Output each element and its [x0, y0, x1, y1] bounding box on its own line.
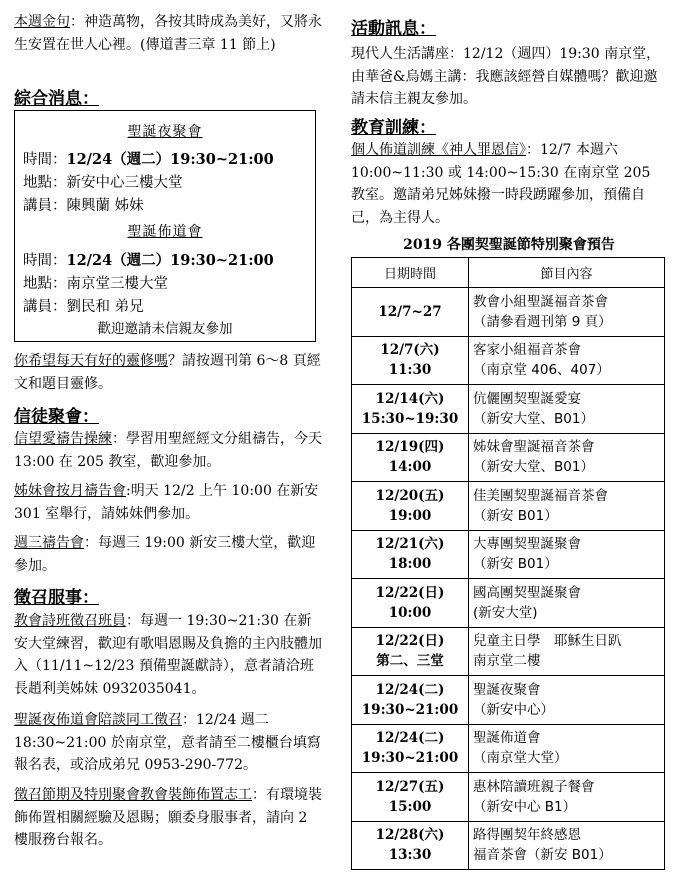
schedule-program-cell — [469, 773, 665, 822]
training-heading: 教育訓練： — [351, 118, 436, 138]
schedule-location: （新安中心） — [473, 701, 554, 718]
schedule-program-cell — [469, 579, 665, 628]
schedule-location: （南京堂大堂） — [473, 750, 568, 767]
schedule-date-cell — [352, 724, 469, 773]
schedule-location: （南京堂 406、407） — [473, 362, 610, 379]
recruit-item-text: ：12/24 週二 18:30~21:00 於南京堂，意者請至二樓櫃台填寫報名表，或洽成弟兄 0953-290-772。 — [14, 712, 321, 773]
schedule-location: （新安 B01） — [473, 556, 558, 573]
event1-title: 聖誕夜聚會 — [127, 124, 203, 140]
schedule-table — [351, 257, 665, 870]
table-row — [352, 627, 665, 676]
schedule-program: 惠林陪讀班親子餐會 — [473, 778, 595, 795]
believers-heading: 信徒聚會： — [14, 407, 99, 427]
event1-speaker: 講員：陳興蘭 姊妹 — [23, 198, 144, 214]
christmas-events-box — [14, 110, 316, 342]
table-row — [352, 385, 665, 434]
believers-item-label: 姊妹會按月禱告會 — [14, 483, 126, 499]
schedule-date-cell — [352, 773, 469, 822]
schedule-time: 第二、三堂 — [376, 653, 444, 670]
schedule-time: 11:30 — [388, 362, 432, 379]
schedule-location: （新安 B01） — [473, 507, 558, 524]
schedule-date: 12/21(六) — [375, 536, 445, 553]
table-row — [352, 288, 665, 337]
schedule-date-cell — [352, 288, 469, 337]
schedule-time: 13:30 — [388, 847, 432, 864]
event2-time: 時間：12/24（週二）19:30~21:00 — [23, 252, 274, 269]
schedule-date-cell — [352, 579, 469, 628]
schedule-date: 12/24(二) — [375, 681, 445, 698]
believers-item-text: ：學習用聖經經文分組禱告，今天 13:00 在 205 教室，歡迎參加。 — [14, 431, 322, 470]
table-row — [352, 530, 665, 579]
recruit-item — [14, 709, 324, 777]
recruit-item — [14, 610, 324, 700]
event1-place: 地點：新安中心三樓大堂 — [23, 175, 183, 191]
recruit-item-text: ：每週一 19:30~21:30 在新安大堂練習，歡迎有歌唱恩賜及負擔的主內肢體加入（11/11~12/23 預備聖誕獻詩），意者請洽班長趙利美姊妹 0932035041。 — [14, 613, 322, 697]
schedule-date-cell — [352, 482, 469, 531]
believers-item-label: 信望愛禱告操練 — [14, 431, 112, 447]
schedule-program: 聖誕夜聚會 — [473, 681, 541, 698]
recruit-item-label: 教會詩班徵召班員 — [14, 613, 126, 629]
training-label: 個人佈道訓練《神人罪恩信》 — [351, 142, 526, 158]
schedule-program: 國高團契聖誕聚會 — [473, 584, 581, 601]
activities-heading: 活動訊息： — [351, 19, 436, 39]
schedule-program: 佳美團契聖誕福音茶會 — [473, 487, 608, 504]
schedule-location: 福音茶會（新安 B01） — [473, 847, 612, 864]
schedule-program: 伉儷團契聖誕愛宴 — [473, 390, 581, 407]
schedule-time: 19:00 — [388, 507, 432, 524]
recruit-heading: 徵召服事： — [14, 588, 99, 608]
schedule-location: （新安中心 B1） — [473, 798, 577, 815]
schedule-program: 聖誕佈道會 — [473, 730, 541, 747]
believers-item-text: ：每週三 19:00 新安三樓大堂，歡迎參加。 — [14, 535, 316, 574]
schedule-location: （請參看週刊第 9 頁） — [473, 313, 612, 330]
schedule-date: 12/22(日) — [375, 584, 445, 601]
schedule-program: 兒童主日學 耶穌生日趴 — [473, 633, 622, 650]
schedule-time: 18:00 — [388, 556, 432, 573]
training-detail: ：12/7 本週六 10:00~11:30 或 14:00~15:30 在南京堂 205 教室。邀請弟兄姊妹撥一時段踴躍參加，預備自己，為主得人。 — [351, 142, 651, 226]
believers-item-text: :明天 12/2 上午 10:00 在新安 301 室舉行，請姊妹們參加。 — [14, 483, 319, 522]
schedule-program: 姊妹會聖誕福音茶會 — [473, 439, 595, 456]
event2-place: 地點：南京堂三樓大堂 — [23, 276, 168, 292]
weekly-verse-text: ：神造萬物，各按其時成為美好，又將永生安置在世人心裡。(傳道書三章 11 節上) — [14, 14, 322, 53]
schedule-program: 教會小組聖誕福音茶會 — [473, 293, 608, 310]
schedule-date: 12/7(六) — [380, 342, 440, 359]
schedule-program-cell — [469, 627, 665, 676]
schedule-date-cell — [352, 433, 469, 482]
schedule-date: 12/22(日) — [375, 633, 445, 650]
schedule-date-cell — [352, 336, 469, 385]
schedule-location: （新安大堂、B01） — [473, 410, 594, 427]
general-news-heading: 綜合消息： — [14, 89, 99, 109]
schedule-date-cell — [352, 530, 469, 579]
schedule-date: 12/24(二) — [375, 730, 445, 747]
schedule-location: 南京堂二樓 — [473, 653, 541, 670]
schedule-program-cell — [469, 385, 665, 434]
schedule-title: 2019 各團契聖誕節特別聚會預告 — [403, 237, 615, 253]
schedule-location: (新安大堂) — [473, 604, 538, 621]
schedule-date: 12/14(六) — [375, 390, 445, 407]
table-row — [352, 724, 665, 773]
schedule-program-cell — [469, 676, 665, 725]
devotion-note — [14, 350, 324, 395]
table-row — [352, 676, 665, 725]
schedule-program-cell — [469, 288, 665, 337]
schedule-header-row — [352, 258, 665, 288]
devotion-label: 你希望每天有好的靈修嗎 — [14, 353, 168, 369]
schedule-date: 12/20(五) — [375, 487, 445, 504]
recruit-item-label: 聖誕夜佈道會陪談同工徵召 — [14, 712, 182, 728]
schedule-program: 大專團契聖誕聚會 — [473, 536, 581, 553]
schedule-program-cell — [469, 433, 665, 482]
training-text — [351, 139, 665, 229]
recruit-item — [14, 784, 324, 852]
schedule-date: 12/19(四) — [375, 439, 445, 456]
schedule-program-cell — [469, 530, 665, 579]
schedule-date-cell — [352, 676, 469, 725]
devotion-text: ？請按週刊第 6～8 頁經文和題目靈修。 — [14, 353, 321, 392]
weekly-verse — [14, 11, 324, 56]
recruit-item-label: 徵召節期及特別聚會教會裝飾佈置志工 — [14, 787, 252, 803]
event2-speaker: 講員：劉民和 弟兄 — [23, 299, 144, 315]
welcome-note: 歡迎邀請未信親友參加 — [97, 321, 233, 337]
table-row — [352, 433, 665, 482]
believers-item-label: 週三禱告會 — [14, 535, 84, 551]
schedule-program-cell — [469, 724, 665, 773]
schedule-time: 14:00 — [388, 459, 432, 476]
schedule-program-cell — [469, 821, 665, 870]
col-program-header: 節目內容 — [469, 258, 665, 288]
believers-item — [14, 428, 324, 473]
schedule-time: 19:30~21:00 — [361, 701, 459, 718]
schedule-program-cell — [469, 482, 665, 531]
activities-text: 現代人生活講座：12/12（週四）19:30 南京堂，由華爸&烏媽主講：我應該經營自媒體嗎？歡迎邀請未信主親友參加。 — [351, 46, 661, 107]
schedule-date-cell — [352, 385, 469, 434]
recruit-item-text: ：有環境裝飾佈置相關經驗及恩賜；願委身服事者，請向 2 樓服務台報名。 — [14, 787, 322, 848]
schedule-date: 12/7~27 — [378, 303, 442, 320]
table-row — [352, 773, 665, 822]
schedule-time: 10:00 — [388, 604, 432, 621]
event1-time: 時間：12/24（週二）19:30~21:00 — [23, 151, 274, 168]
table-row — [352, 821, 665, 870]
table-row — [352, 336, 665, 385]
schedule-time: 19:30~21:00 — [361, 750, 459, 767]
schedule-program-cell — [469, 336, 665, 385]
schedule-time: 15:00 — [388, 798, 432, 815]
schedule-date-cell — [352, 821, 469, 870]
event2-title: 聖誕佈道會 — [127, 224, 203, 240]
table-row — [352, 579, 665, 628]
table-row — [352, 482, 665, 531]
col-date-header: 日期時間 — [352, 258, 469, 288]
schedule-program: 路得團契年終感恩 — [473, 827, 581, 844]
schedule-date-cell — [352, 627, 469, 676]
believers-item — [14, 480, 324, 525]
schedule-time: 15:30~19:30 — [361, 410, 459, 427]
schedule-location: （新安大堂、B01） — [473, 459, 594, 476]
schedule-program: 客家小組福音茶會 — [473, 342, 581, 359]
schedule-date: 12/27(五) — [375, 778, 445, 795]
believers-item — [14, 532, 324, 577]
weekly-verse-label: 本週金句 — [14, 14, 70, 30]
schedule-date: 12/28(六) — [375, 827, 445, 844]
